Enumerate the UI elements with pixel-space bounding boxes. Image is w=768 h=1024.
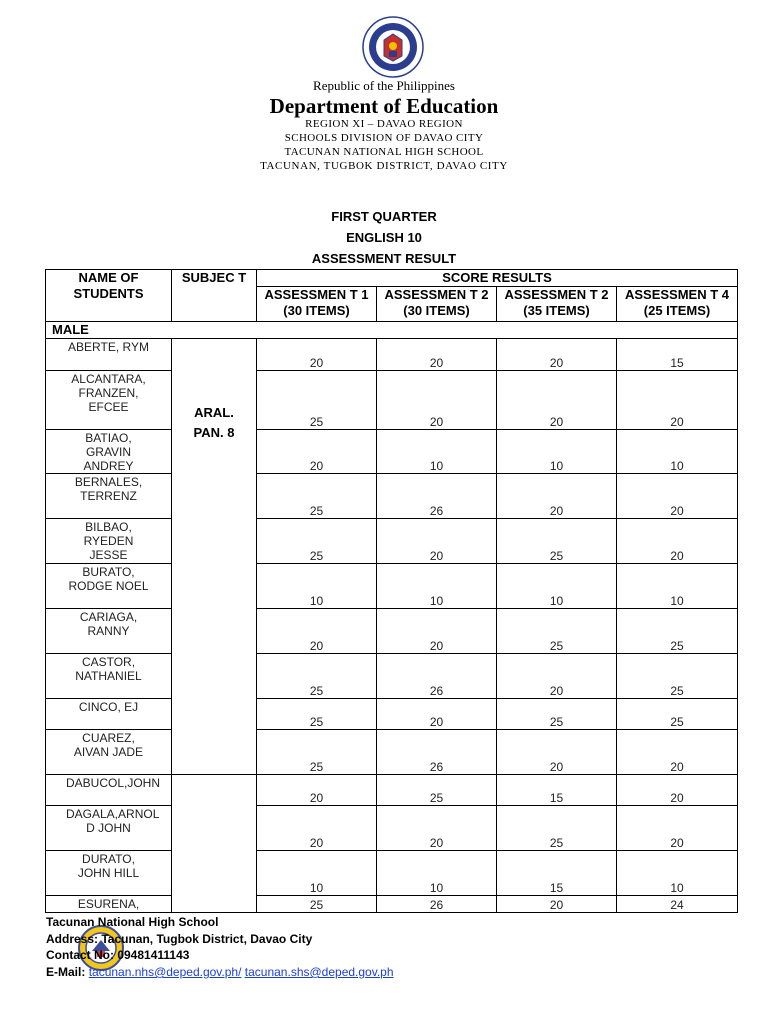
score-cell: 20	[617, 730, 738, 775]
col-header-name: NAME OF STUDENTS	[46, 270, 172, 322]
score-cell: 25	[257, 519, 377, 564]
score-cell: 25	[257, 474, 377, 519]
score-cell: 20	[617, 806, 738, 851]
footer-email-label: E-Mail:	[46, 965, 86, 979]
score-cell: 25	[497, 699, 617, 730]
subject-title: ENGLISH 10	[346, 230, 422, 245]
score-cell: 20	[257, 339, 377, 371]
score-cell: 10	[257, 564, 377, 609]
col-header-assessment-4: ASSESSMEN T 4 (25 ITEMS)	[617, 287, 738, 322]
score-cell: 24	[617, 896, 738, 913]
score-cell: 25	[257, 896, 377, 913]
republic-label: Republic of the Philippines	[313, 78, 455, 93]
student-name: ABERTE, RYM	[46, 339, 172, 371]
table-row	[46, 519, 738, 564]
score-cell: 25	[377, 775, 497, 806]
col-header-assessment-2: ASSESSMEN T 2 (30 ITEMS)	[377, 287, 497, 322]
score-cell: 25	[497, 609, 617, 654]
score-cell: 20	[617, 519, 738, 564]
student-name: BERNALES, TERRENZ	[46, 474, 172, 519]
student-name: BILBAO, RYEDEN JESSE	[46, 519, 172, 564]
score-cell: 25	[497, 806, 617, 851]
score-cell: 10	[257, 851, 377, 896]
score-cell: 10	[617, 851, 738, 896]
score-cell: 25	[497, 519, 617, 564]
score-cell: 20	[497, 474, 617, 519]
table-row	[46, 339, 738, 371]
student-name: CASTOR, NATHANIEL	[46, 654, 172, 699]
region-label: REGION XI – DAVAO REGION	[305, 118, 463, 130]
table-row	[46, 430, 738, 474]
col-header-assessment-1: ASSESSMEN T 1 (30 ITEMS)	[257, 287, 377, 322]
score-cell: 25	[617, 699, 738, 730]
subject-value-line-2: PAN. 8	[193, 425, 235, 440]
score-cell: 20	[497, 730, 617, 775]
score-cell: 26	[377, 896, 497, 913]
deped-seal-icon	[362, 16, 424, 78]
score-cell: 10	[377, 851, 497, 896]
student-name: CUAREZ, AIVAN JADE	[46, 730, 172, 775]
score-cell: 26	[377, 474, 497, 519]
table-row	[46, 896, 738, 913]
score-cell: 20	[257, 775, 377, 806]
score-cell: 26	[377, 730, 497, 775]
subject-cell	[172, 339, 257, 775]
score-cell: 20	[617, 775, 738, 806]
table-row	[46, 564, 738, 609]
report-title: ASSESSMENT RESULT	[311, 251, 457, 266]
student-name: DURATO, JOHN HILL	[46, 851, 172, 896]
score-cell: 10	[497, 430, 617, 474]
table-row	[46, 806, 738, 851]
footer-email	[46, 965, 394, 979]
col-header-scores: SCORE RESULTS	[257, 270, 738, 287]
assessment-table	[45, 269, 738, 913]
table-row	[46, 371, 738, 430]
score-cell: 15	[617, 339, 738, 371]
score-cell: 20	[497, 371, 617, 430]
division-label: SCHOOLS DIVISION OF DAVAO CITY	[284, 132, 484, 144]
table-row	[46, 609, 738, 654]
score-cell: 25	[257, 699, 377, 730]
score-cell: 20	[377, 519, 497, 564]
score-cell: 20	[377, 699, 497, 730]
score-cell: 20	[377, 806, 497, 851]
student-name: DABUCOL,JOHN	[46, 775, 172, 806]
student-name: ESURENA,	[46, 896, 172, 913]
score-cell: 15	[497, 775, 617, 806]
table-row	[46, 699, 738, 730]
table-row	[46, 474, 738, 519]
table-row	[46, 654, 738, 699]
score-cell: 20	[497, 896, 617, 913]
student-name: CINCO, EJ	[46, 699, 172, 730]
score-cell: 20	[497, 339, 617, 371]
student-name: BURATO, RODGE NOEL	[46, 564, 172, 609]
score-cell: 25	[617, 654, 738, 699]
score-cell: 25	[617, 609, 738, 654]
email-link-shs[interactable]: tacunan.shs@deped.gov.ph	[244, 965, 394, 979]
score-cell: 10	[617, 430, 738, 474]
footer-address: Address: Tacunan, Tugbok District, Davao City	[46, 932, 313, 946]
student-name: CARIAGA, RANNY	[46, 609, 172, 654]
col-header-subject: SUBJEC T	[172, 270, 257, 322]
col-header-assessment-3: ASSESSMEN T 2 (35 ITEMS)	[497, 287, 617, 322]
score-cell: 20	[617, 371, 738, 430]
score-cell: 20	[377, 371, 497, 430]
table-row	[46, 730, 738, 775]
score-cell: 20	[257, 806, 377, 851]
email-link-nhs[interactable]: tacunan.nhs@deped.gov.ph/	[88, 965, 242, 979]
footer-contact: Contact No: 09481411143	[46, 948, 190, 962]
score-cell: 10	[497, 564, 617, 609]
score-cell: 25	[257, 654, 377, 699]
score-cell: 10	[617, 564, 738, 609]
table-row	[46, 851, 738, 896]
score-cell: 26	[377, 654, 497, 699]
score-cell: 20	[497, 654, 617, 699]
table-row	[46, 775, 738, 806]
quarter-title: FIRST QUARTER	[331, 209, 437, 224]
student-name: BATIAO, GRAVIN ANDREY	[46, 430, 172, 474]
student-name: ALCANTARA, FRANZEN, EFCEE	[46, 371, 172, 430]
subject-cell	[172, 775, 257, 913]
student-name: DAGALA,ARNOL D JOHN	[46, 806, 172, 851]
score-cell: 20	[257, 609, 377, 654]
score-cell: 10	[377, 564, 497, 609]
score-cell: 25	[257, 730, 377, 775]
score-cell: 20	[377, 339, 497, 371]
section-male: MALE	[46, 322, 738, 339]
score-cell: 20	[377, 609, 497, 654]
student-rows	[46, 339, 738, 913]
footer-school: Tacunan National High School	[46, 915, 219, 929]
score-cell: 15	[497, 851, 617, 896]
department-title: Department of Education	[269, 94, 499, 118]
score-cell: 10	[377, 430, 497, 474]
address-label: TACUNAN, TUGBOK DISTRICT, DAVAO CITY	[260, 160, 508, 172]
score-cell: 20	[617, 474, 738, 519]
school-label: TACUNAN NATIONAL HIGH SCHOOL	[284, 146, 484, 158]
score-cell: 25	[257, 371, 377, 430]
score-cell: 20	[257, 430, 377, 474]
subject-value-line-1: ARAL.	[194, 405, 234, 420]
